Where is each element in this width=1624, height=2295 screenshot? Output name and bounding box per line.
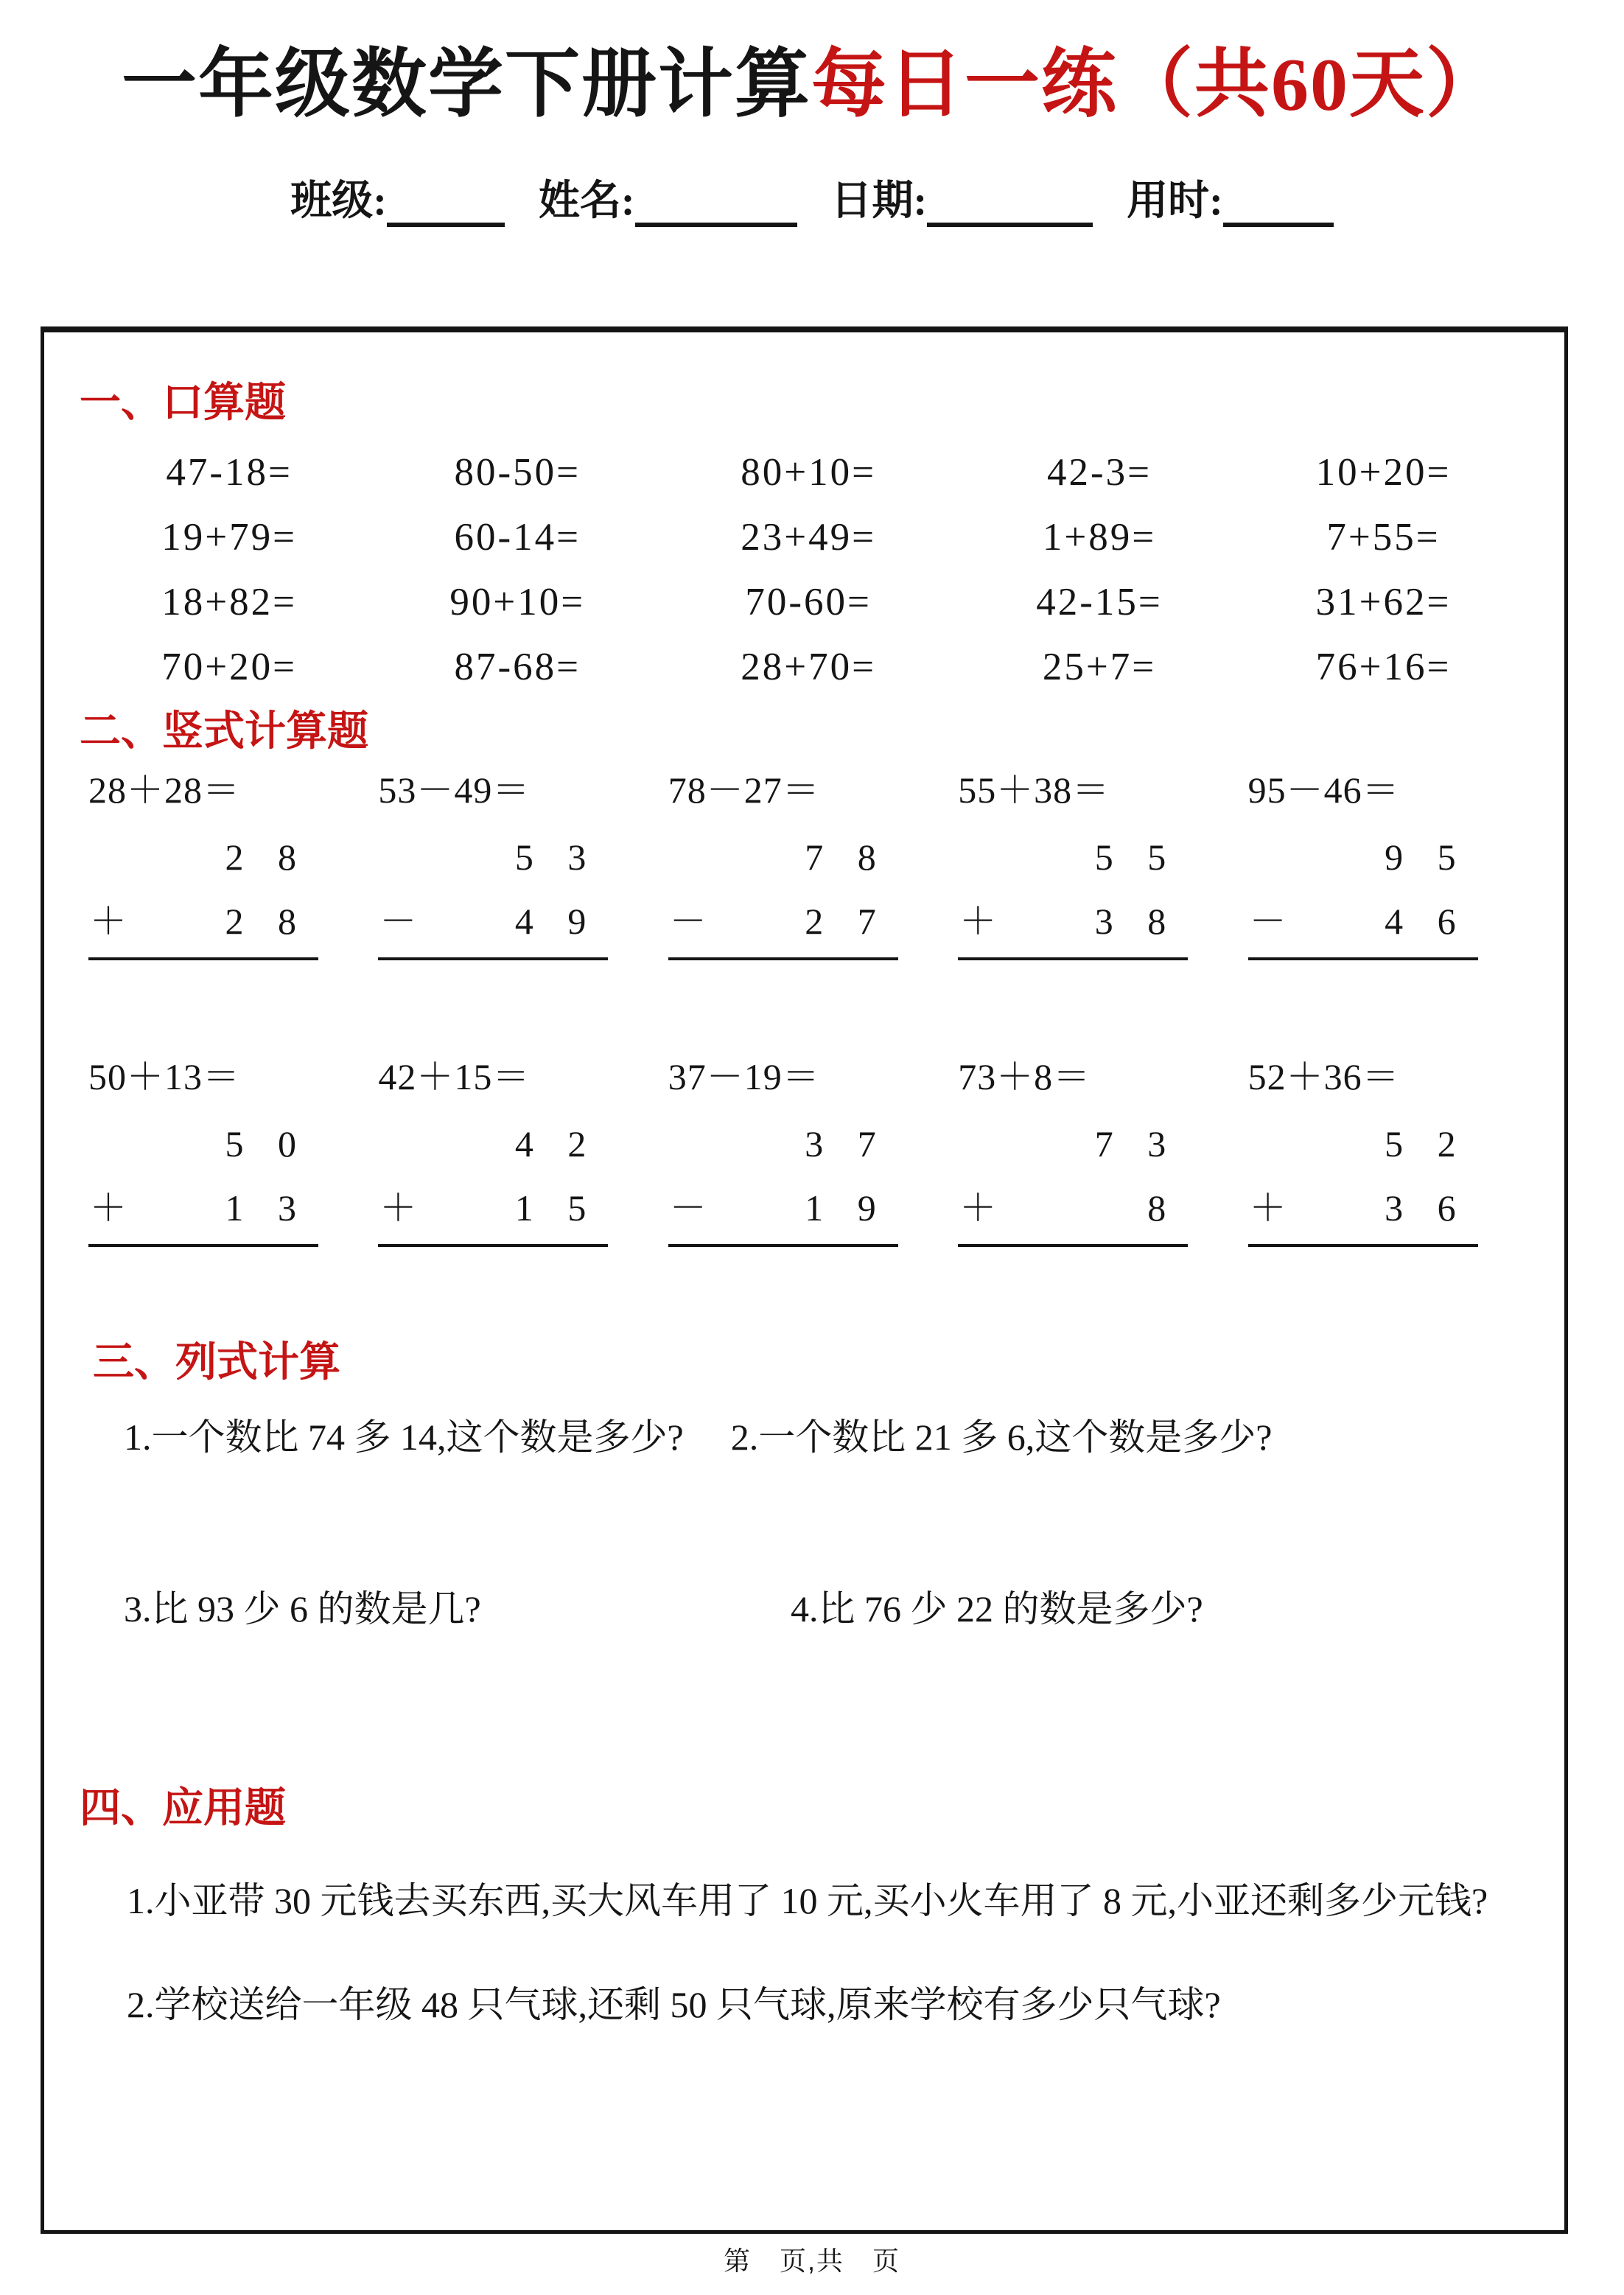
vertical-bottom-row — [1248, 1184, 1478, 1232]
listed-problem-3: 3.比 93 少 6 的数是几? — [124, 1587, 481, 1629]
vertical-bottom-row — [958, 898, 1188, 946]
vertical-bottom-row — [88, 1184, 318, 1232]
vertical-bottom-row — [1248, 898, 1478, 946]
oral-problem: 19+79= — [161, 516, 297, 559]
operator-sign: － — [1249, 900, 1287, 942]
vertical-equation: 28＋28＝ — [88, 769, 240, 811]
operator-sign: ＋ — [90, 1187, 127, 1229]
oral-problem: 23+49= — [741, 516, 877, 559]
vertical-stack — [958, 1120, 1188, 1247]
vertical-equation: 52＋36＝ — [1247, 1055, 1400, 1097]
vertical-problem — [659, 766, 898, 960]
vertical-problem — [80, 766, 318, 960]
vertical-bottom-number: 1 5 — [514, 1187, 587, 1229]
applied-problem-2: 2.学校送给一年级 48 只气球,还剩 50 只气球,原来学校有多少只气球? — [127, 1983, 1221, 2025]
oral-problem: 60-14= — [454, 516, 581, 559]
oral-problem: 25+7= — [1042, 646, 1157, 689]
page-title — [0, 0, 1624, 133]
title-black-part: 一年级数学下册计算 — [122, 43, 811, 127]
listed-problem-4: 4.比 76 少 22 的数是多少? — [791, 1587, 1203, 1629]
vertical-equation: 37－19＝ — [668, 1055, 820, 1097]
vertical-stack — [1248, 834, 1478, 960]
vertical-problem — [949, 1053, 1188, 1247]
vertical-equation: 50＋13＝ — [88, 1055, 240, 1097]
vertical-equation: 73＋8＝ — [958, 1055, 1091, 1097]
vertical-stack — [668, 1120, 898, 1247]
title-red-part: 每日一练（共60天） — [811, 43, 1502, 127]
vertical-problem — [1239, 1053, 1478, 1247]
section-vertical-heading: 二、竖式计算题 — [80, 709, 368, 755]
vertical-top-number: 7 8 — [805, 836, 876, 878]
oral-problem: 90+10= — [449, 581, 586, 624]
oral-problem: 80-50= — [454, 451, 581, 495]
vertical-top-number: 9 5 — [1385, 836, 1456, 878]
vertical-problems-row-1 — [80, 766, 1529, 1043]
vertical-problem — [659, 1053, 898, 1247]
class-label: 班级: — [290, 178, 387, 224]
date-blank — [927, 186, 1093, 227]
oral-problem: 76+16= — [1315, 646, 1452, 689]
applied-problem-1: 1.小亚带 30 元钱去买东西,买大风车用了 10 元,买小火车用了 8 元,小亚还剩多少元钱? — [127, 1879, 1488, 1921]
vertical-top-number: 5 0 — [225, 1122, 296, 1164]
vertical-bottom-number: 2 7 — [805, 900, 876, 942]
vertical-problem — [369, 1053, 608, 1247]
operator-sign: ＋ — [959, 1187, 997, 1229]
oral-problem: 10+20= — [1315, 451, 1452, 495]
vertical-stack — [378, 1120, 608, 1247]
vertical-bottom-row — [958, 1184, 1188, 1232]
listed-problems-row-2 — [124, 1585, 1529, 1635]
vertical-bottom-number: 4 6 — [1385, 900, 1456, 942]
vertical-bottom-number: 8 — [1147, 1187, 1166, 1229]
vertical-equation: 95－46＝ — [1247, 769, 1400, 811]
time-blank — [1223, 186, 1334, 227]
oral-problem: 7+55= — [1326, 516, 1441, 559]
vertical-bottom-number: 3 8 — [1094, 900, 1166, 942]
vertical-stack — [668, 834, 898, 960]
listed-problems-row-1 — [124, 1413, 1529, 1463]
vertical-top-number: 2 8 — [225, 836, 296, 878]
name-label: 姓名: — [538, 178, 635, 224]
student-info-row — [0, 168, 1624, 227]
oral-problem: 31+62= — [1315, 581, 1452, 624]
vertical-problems-row-2 — [80, 1053, 1529, 1247]
vertical-bottom-number: 4 9 — [514, 900, 587, 942]
vertical-bottom-number: 1 9 — [805, 1187, 876, 1229]
vertical-bottom-row — [378, 1184, 608, 1232]
listed-problem-2: 2.一个数比 21 多 6,这个数是多少? — [730, 1417, 1273, 1459]
oral-problem: 87-68= — [454, 646, 581, 689]
operator-sign: － — [669, 900, 707, 942]
vertical-problem — [80, 1053, 318, 1247]
oral-problem: 42-15= — [1036, 581, 1163, 624]
vertical-equation: 42＋15＝ — [378, 1055, 531, 1097]
oral-problem: 80+10= — [741, 451, 877, 495]
oral-problem: 18+82= — [161, 581, 297, 624]
vertical-stack — [88, 834, 318, 960]
vertical-top-number: 5 5 — [1094, 836, 1166, 878]
time-field — [1127, 168, 1334, 227]
operator-sign: － — [379, 900, 417, 942]
vertical-bottom-row — [668, 1184, 898, 1232]
operator-sign: ＋ — [1249, 1187, 1287, 1229]
vertical-problem — [949, 766, 1188, 960]
oral-problem: 1+89= — [1042, 516, 1157, 559]
vertical-top-number: 4 2 — [514, 1122, 587, 1164]
listed-problem-1: 1.一个数比 74 多 14,这个数是多少? — [124, 1417, 684, 1459]
oral-problem: 70+20= — [161, 646, 297, 689]
section-applied-heading: 四、应用题 — [80, 1786, 286, 1832]
oral-problem: 42-3= — [1047, 451, 1152, 495]
page-footer: 第 页,共 页 — [723, 2246, 900, 2276]
vertical-equation: 53－49＝ — [378, 769, 531, 811]
vertical-equation: 78－27＝ — [668, 769, 820, 811]
vertical-stack — [1248, 1120, 1478, 1247]
vertical-equation: 55＋38＝ — [958, 769, 1110, 811]
section-oral-heading: 一、口算题 — [80, 380, 286, 426]
oral-problems-grid — [80, 440, 1529, 699]
oral-problem: 28+70= — [741, 646, 877, 689]
vertical-bottom-row — [668, 898, 898, 946]
vertical-problem — [369, 766, 608, 960]
vertical-top-number: 3 7 — [805, 1122, 876, 1164]
vertical-stack — [88, 1120, 318, 1247]
operator-sign: ＋ — [959, 900, 997, 942]
operator-sign: ＋ — [90, 900, 127, 942]
vertical-stack — [958, 834, 1188, 960]
name-field — [539, 168, 797, 227]
vertical-bottom-row — [88, 898, 318, 946]
date-label: 日期: — [830, 178, 928, 224]
operator-sign: － — [669, 1187, 707, 1229]
vertical-problem — [1239, 766, 1478, 960]
section-listed-heading: 三、列式计算 — [93, 1339, 340, 1386]
worksheet-box — [41, 326, 1568, 2234]
vertical-top-number: 7 3 — [1094, 1122, 1166, 1164]
operator-sign: ＋ — [379, 1187, 417, 1229]
date-field — [831, 168, 1093, 227]
vertical-bottom-number: 3 6 — [1385, 1187, 1456, 1229]
vertical-bottom-number: 1 3 — [225, 1187, 296, 1229]
class-field — [290, 168, 505, 227]
vertical-bottom-number: 2 8 — [225, 900, 296, 942]
oral-problem: 70-60= — [745, 581, 872, 624]
vertical-stack — [378, 834, 608, 960]
vertical-top-number: 5 2 — [1385, 1122, 1456, 1164]
vertical-bottom-row — [378, 898, 608, 946]
vertical-top-number: 5 3 — [514, 836, 587, 878]
oral-problem: 47-18= — [166, 451, 293, 495]
time-label: 用时: — [1127, 178, 1223, 224]
class-blank — [387, 186, 505, 227]
name-blank — [635, 186, 797, 227]
